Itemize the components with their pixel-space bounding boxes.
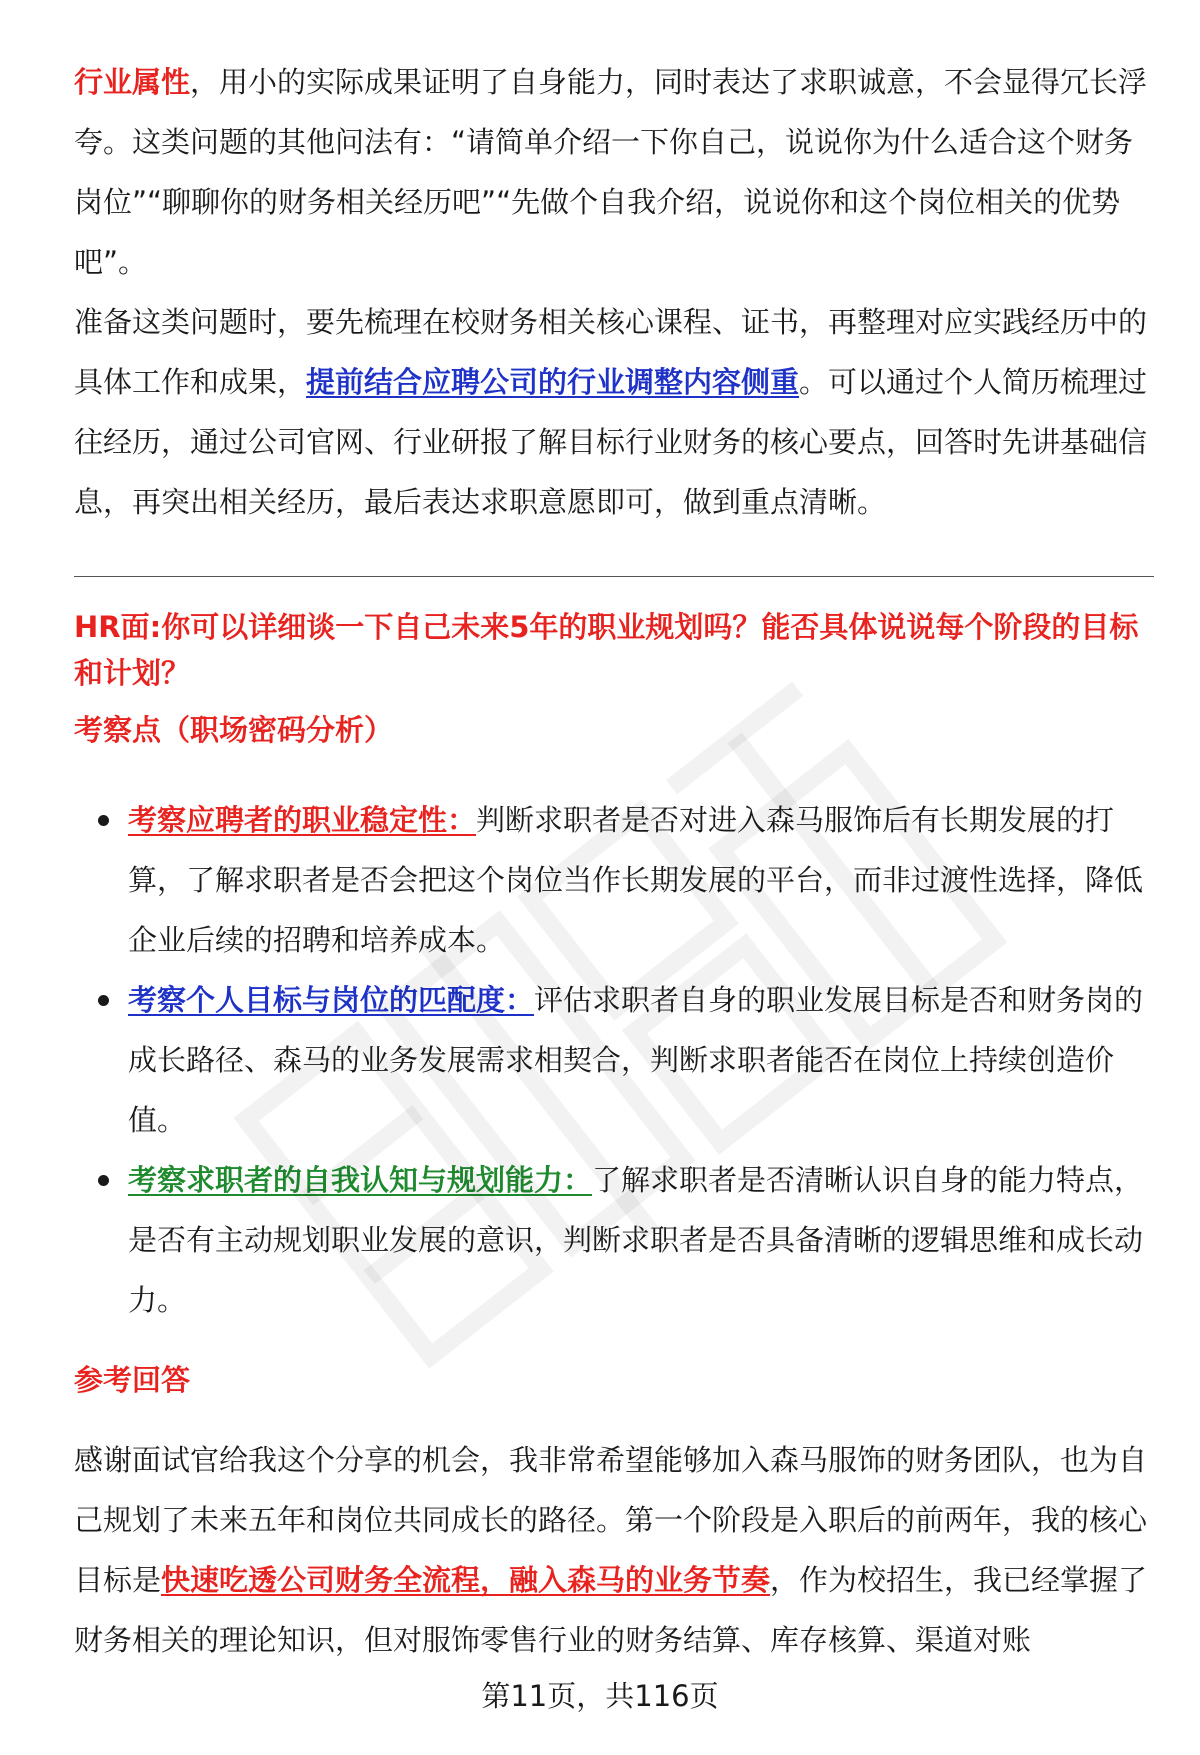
analysis-list xyxy=(74,790,1154,1330)
question-title: HR面:你可以详细谈一下自己未来5年的职业规划吗？能否具体说说每个阶段的目标和计划？ xyxy=(74,610,1139,690)
point-text: 了解求职者是否清晰认识自身的能力特点，是否有主动规划职业发展的意识，判断求职者是否具备清晰的逻辑思维和成长动力。 xyxy=(128,1163,1144,1317)
bullet-icon xyxy=(98,995,109,1006)
point-label: 考察求职者的自我认知与规划能力： xyxy=(128,1163,593,1197)
section-divider xyxy=(74,576,1154,577)
answer-paragraph xyxy=(74,1430,1154,1670)
answer-highlight: 快速吃透公司财务全流程，融入森马的业务节奏 xyxy=(161,1563,771,1597)
point-text: 判断求职者是否对进入森马服饰后有长期发展的打算，了解求职者是否会把这个岗位当作长期发展的平台，而非过渡性选择，降低企业后续的招聘和培养成本。 xyxy=(128,803,1144,957)
page-number: 第11页，共116页 xyxy=(481,1679,719,1713)
intro-text-1: ，用小的实际成果证明了自身能力，同时表达了求职诚意，不会显得冗长浮夸。这类问题的其他问法有：“请简单介绍一下你自己，说说你为什么适合这个财务岗位”“聊聊你的财务相关经历吧”“先做个自我介绍，说说你和这个岗位相关的优势吧”。 xyxy=(74,65,1148,279)
intro-paragraph-1 xyxy=(74,52,1154,292)
point-label: 考察应聘者的职业稳定性： xyxy=(128,803,477,837)
highlight-link: 提前结合应聘公司的行业调整内容侧重 xyxy=(306,365,800,399)
intro-text-2a: 准备这类问题时，要先梳理在校财务相关核心课程、证书，再整理对应实践经历中的具体工作和成果， xyxy=(74,305,1148,399)
list-item xyxy=(74,970,1154,1150)
intro-paragraph-2 xyxy=(74,292,1154,532)
bullet-icon xyxy=(98,1175,109,1186)
intro-section xyxy=(74,52,1154,532)
answer-text-1: 感谢面试官给我这个分享的机会，我非常希望能够加入森马服饰的财务团队，也为自己规划了未来五年和岗位共同成长的路径。第一个阶段是入职后的前两年，我的核心目标是 xyxy=(74,1443,1148,1597)
highlight-industry: 行业属性 xyxy=(74,65,191,99)
analysis-heading: 考察点（职场密码分析） xyxy=(74,713,394,747)
point-text: 评估求职者自身的职业发展目标是否和财务岗的成长路径、森马的业务发展需求相契合，判断求职者能否在岗位上持续创造价值。 xyxy=(128,983,1144,1137)
intro-text-2b: 。可以通过个人简历梳理过往经历，通过公司官网、行业研报了解目标行业财务的核心要点，回答时先讲基础信息，再突出相关经历，最后表达求职意愿即可，做到重点清晰。 xyxy=(74,365,1148,519)
list-item xyxy=(74,790,1154,970)
answer-text-2: ，作为校招生，我已经掌握了财务相关的理论知识，但对服饰零售行业的财务结算、库存核算、渠道对账 xyxy=(74,1563,1148,1657)
list-item xyxy=(74,1150,1154,1330)
bullet-icon xyxy=(98,815,109,826)
answer-section xyxy=(74,1430,1154,1670)
point-label: 考察个人目标与岗位的匹配度： xyxy=(128,983,535,1017)
answer-heading: 参考回答 xyxy=(74,1363,191,1397)
